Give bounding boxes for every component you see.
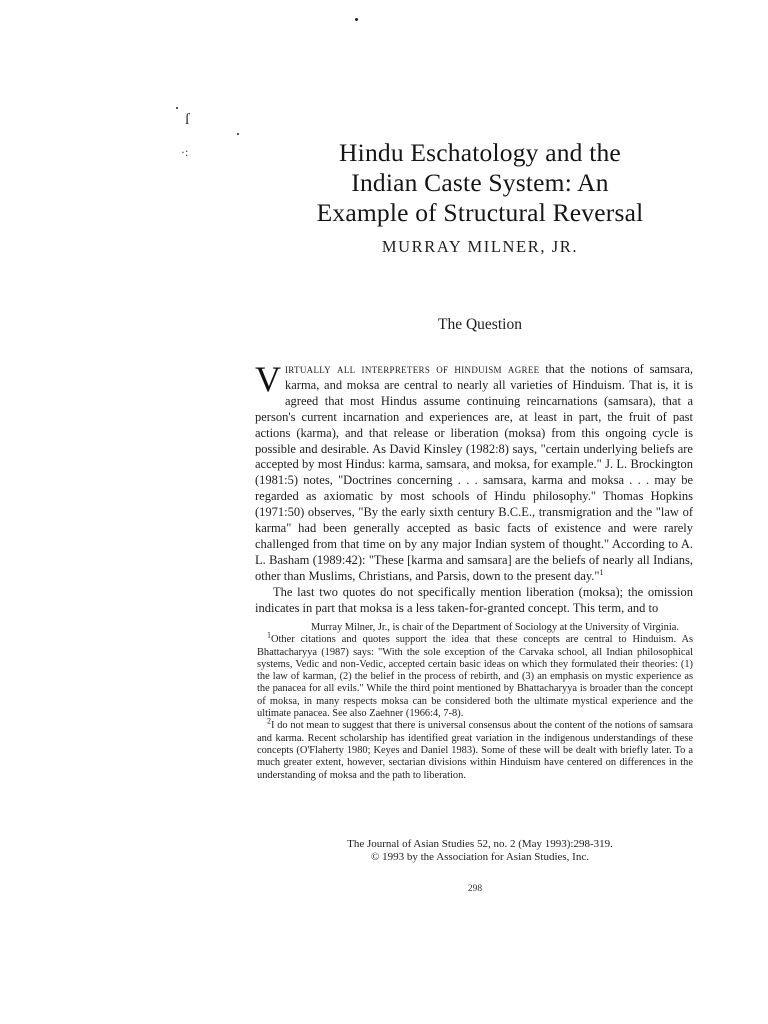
paragraph-text: that the notions of samsara, karma, and moksa are central to nearly all varieties of Hinduism. That is, it is agreed that most Hindus assume continuing reincarnations (samsara), that a person's current incarnation and experiences are, at least in part, the fruit of past actions (karma), and that release or liberation (moksa) from this ongoing cycle is possible and desirable. As David Kinsley (1982:8) says, "certain underlying beliefs are accepted by most Hindus: karma, samsara, and moksa, for example." J. L. Brockington (1981:5) notes, "Doctrines concerning . . . samsara, karma and moksa . . . may be regarded as axiomatic by most schools of Hindu philosophy." Thomas Hopkins (1971:50) observes, "By the early sixth century B.C.E., transmigration and the "law of karma" had been generally accepted as basic facts of existence and were rarely challenged from that time on by any major Indian system of thought." According to A. L. Basham (1989:42): "These [karma and samsara] are the beliefs of nearly all Indians, other than Muslims, Christians, and Parsis, down to the present day." [255,362,694,583]
journal-citation: The Journal of Asian Studies 52, no. 2 (May 1993):298-319. [347,838,613,850]
article-author: MURRAY MILNER, JR. [381,237,579,256]
footnote [257,716,693,781]
body-paragraph [255,359,694,585]
scan-speck [176,107,178,109]
copyright-line: © 1993 by the Association for Asian Studies, Inc. [371,851,589,864]
scan-speck [237,133,239,135]
citation [300,838,660,864]
article-title-line: Indian Caste System: An [351,168,609,197]
opening-smallcaps: irtually all interpreters of hinduism agree [285,362,540,376]
page-number: 298 [467,884,483,894]
scan-mark: ſ [185,111,190,128]
footnote-number: 2 [267,716,271,726]
body-text [255,359,694,617]
footnote-text: I do not mean to suggest that there is universal consensus about the content of the notions of samsara and karma. Recent scholarship has identified great variation in the indigenous understandings of these concepts (O'Flaherty 1980; Keyes and Daniel 1983). Some of these will be dealt with briefly later. To a much greater extent, however, sectarian divisions within Hinduism have centered on differences in the understanding of moksa and the path to liberation. [257,720,693,781]
footnotes [257,622,693,782]
article-title-line: Example of Structural Reversal [316,198,644,227]
article-header [300,138,660,257]
article-title-line: Hindu Eschatology and the [339,138,621,167]
footnote-ref[interactable]: 1 [599,567,604,577]
body-paragraph: The last two quotes do not specifically mention liberation (moksa); the omission indicates in part that moksa is a less taken-for-granted concept. This term, and to [255,584,693,615]
footnote [257,630,693,720]
drop-cap: V [255,359,281,399]
footnote-number: 1 [267,630,271,640]
author-note: Murray Milner, Jr., is chair of the Department of Sociology at the University of Virginia. [311,622,679,633]
scan-mark: ·: [181,145,189,159]
footnote-text: Other citations and quotes support the idea that these concepts are central to Hinduism. As Bhattacharyya (1987) says: "With the sole exception of the Carvaka school, all Indian philosophical systems, Vedic and non-Vedic, accepted certain basic ideas on which they formulated their theories: (1) the law of karman, (2) the belief in the process of rebirth, and (3) an emphasis on mystic experience as the panacea for all evils." While the third point mentioned by Bhattacharyya is broader than the concept of moksa, in many respects moksa can be considered both the ultimate mystical experience and the ultimate panacea. See also Zaehner (1966:4, 7-8). [257,634,693,720]
section-heading: The Question [438,316,522,333]
scan-speck [355,18,358,21]
